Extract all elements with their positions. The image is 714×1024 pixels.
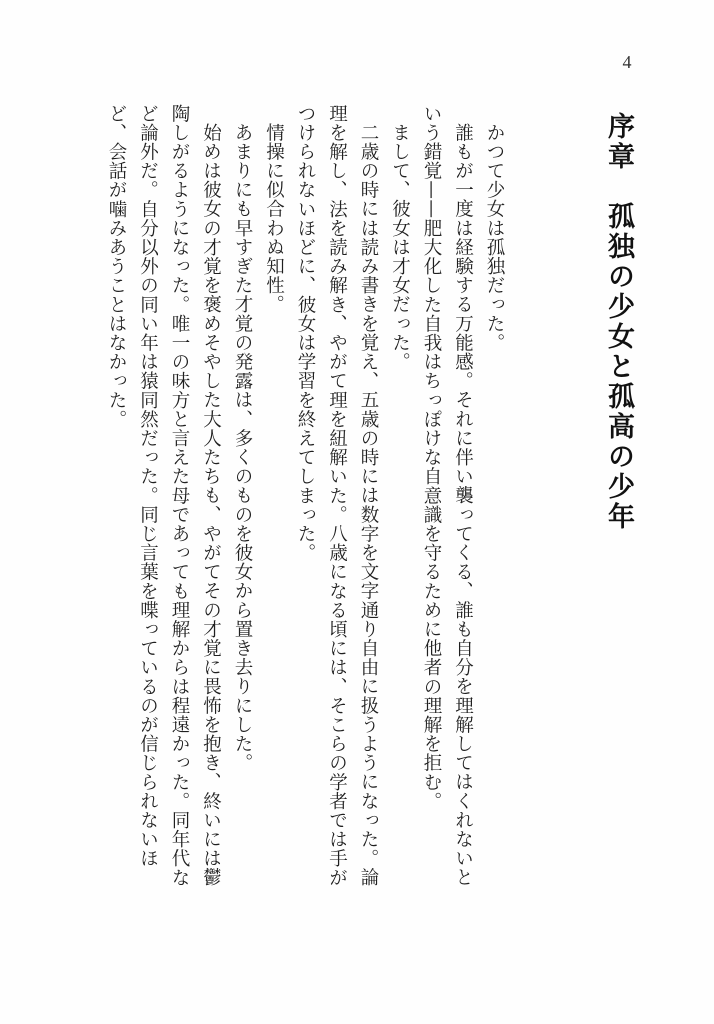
paragraph: かつて少女は孤独だった。 [484, 122, 505, 352]
paragraph: 誰もが一度は経験する万能感。それに伴い襲ってくる、誰も自分を理解してはくれないという錯覚——肥大化した自我はちっぽけな自意識を守るために他者の理解を拒む。 [421, 104, 474, 887]
paragraph: 始めは彼女の才覚を褒めそやした大人たちも、やがてその才覚に畏怖を抱き、終いには鬱陶しがるようになった。唯一の味方と言えた母であっても理解からは程遠かった。同年代など論外だ。自分以外の同い年は猿同然だった。同じ言葉を喋っているのが信じられないほど、会話が噛みあうことはなかった。 [106, 104, 222, 888]
paragraph: まして、彼女は才女だった。 [389, 122, 411, 371]
chapter-title: 序章 孤独の少女と孤高の少年 [603, 112, 634, 532]
body-text [106, 104, 510, 904]
paragraph: 情操に似合わぬ知性。 [263, 122, 285, 314]
paragraph: あまりにも早すぎた才覚の発露は、多くのものを彼女から置き去りにした。 [232, 122, 253, 772]
page-number: 4 [622, 52, 632, 72]
paragraph: 二歳の時には読み書きを覚え、五歳の時には数字を文字通り自由に扱うようになった。論理を解し、法を読み解き、やがて理を紐解いた。八歳になる頃には、そこらの学者では手がつけられないほどに、彼女は学習を終えてしまった。 [295, 104, 379, 888]
